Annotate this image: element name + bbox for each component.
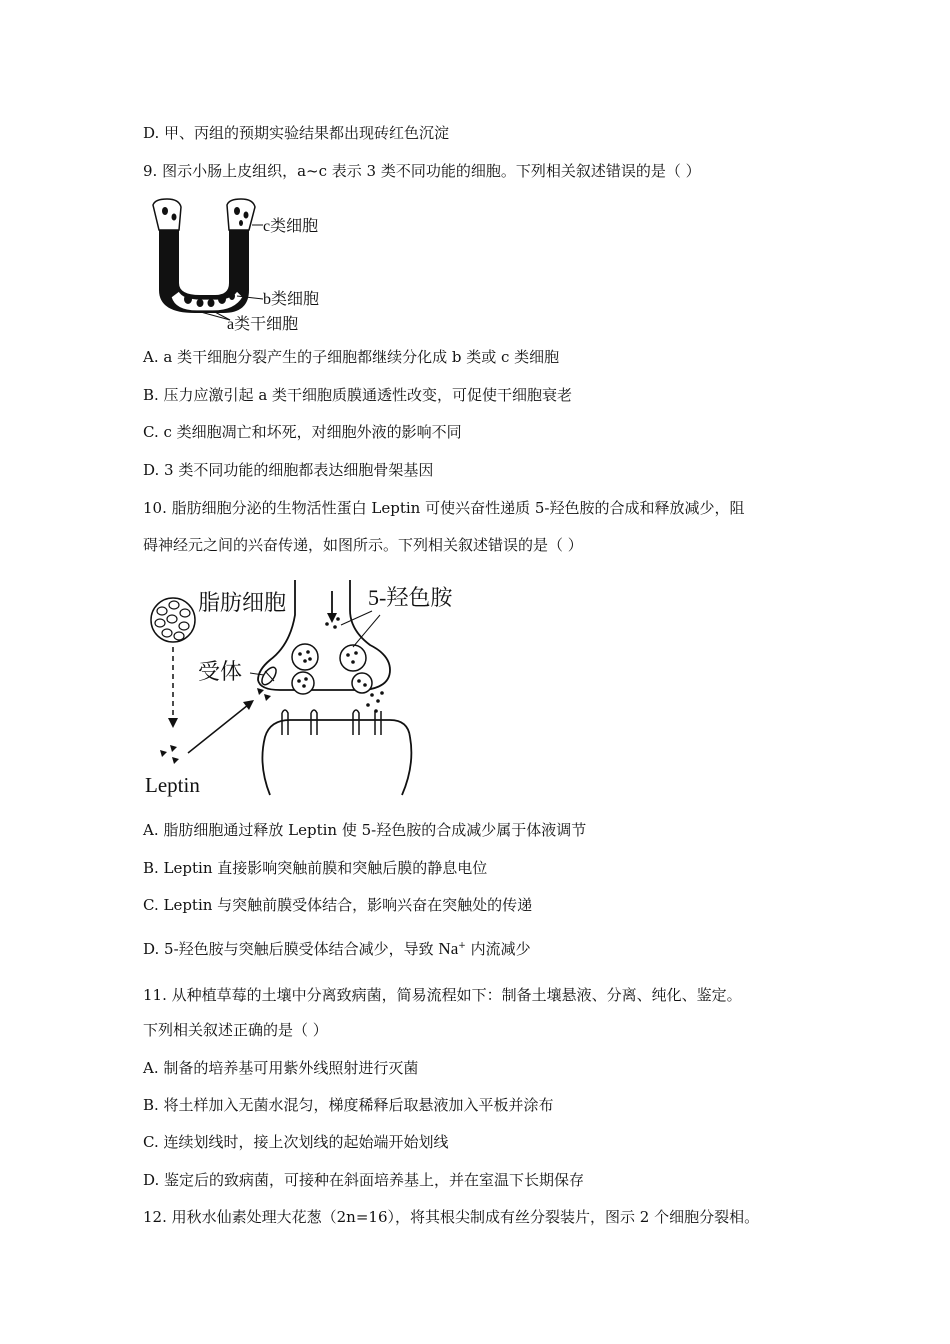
q11-stem-line2: 下列相关叙述正确的是（ ） <box>143 1021 328 1039</box>
fat-cell-icon <box>151 598 195 642</box>
q11-option-b: B. 将土样加入无菌水混匀，梯度稀释后取悬液加入平板并涂布 <box>143 1096 554 1114</box>
sodium-ion: Na <box>438 939 459 958</box>
label-receptor: 受体 <box>198 659 243 684</box>
q10-stem-line1: 10. 脂肪细胞分泌的生物活性蛋白 Leptin 可使兴奋性递质 5-羟色胺的合成和释放减少，阻 <box>143 499 745 517</box>
q10-option-c: C. Leptin 与突触前膜受体结合，影响兴奋在突触处的传递 <box>143 896 533 914</box>
q9-option-d: D. 3 类不同功能的细胞都表达细胞骨架基因 <box>143 461 434 479</box>
label-a-stem-cell: a类干细胞 <box>227 316 299 333</box>
q11-option-a: A. 制备的培养基可用紫外线照射进行灭菌 <box>143 1059 419 1077</box>
q9-option-b: B. 压力应激引起 a 类干细胞质膜通透性改变，可促使干细胞衰老 <box>143 386 573 404</box>
q9-option-a: A. a 类干细胞分裂产生的子细胞都继续分化成 b 类或 c 类细胞 <box>143 348 560 366</box>
q10-option-a: A. 脂肪细胞通过释放 Leptin 使 5-羟色胺的合成减少属于体液调节 <box>143 821 587 839</box>
q10-stem-line2: 碍神经元之间的兴奋传递，如图所示。下列相关叙述错误的是（ ） <box>143 536 583 554</box>
q10-option-d <box>143 939 531 959</box>
label-serotonin: 5-羟色胺 <box>368 585 453 610</box>
q9-option-c: C. c 类细胞凋亡和坏死，对细胞外液的影响不同 <box>143 423 462 441</box>
q8-option-d: D. 甲、丙组的预期实验结果都出现砖红色沉淀 <box>143 124 450 142</box>
q10-option-b: B. Leptin 直接影响突触前膜和突触后膜的静息电位 <box>143 859 488 877</box>
ion-charge: + <box>458 941 466 951</box>
q9-intestine-figure <box>145 195 345 340</box>
q11-option-d: D. 鉴定后的致病菌，可接种在斜面培养基上，并在室温下长期保存 <box>143 1171 585 1189</box>
q12-stem: 12. 用秋水仙素处理大花葱（2n=16），将其根尖制成有丝分裂装片，图示 2 个细胞分裂相。 <box>143 1208 760 1226</box>
q10-option-d-prefix: D. 5-羟色胺与突触后膜受体结合减少，导致 <box>143 940 439 958</box>
q10-synapse-figure <box>140 575 460 805</box>
label-leptin: Leptin <box>145 773 200 797</box>
label-b-cell: b类细胞 <box>263 291 320 308</box>
q10-option-d-suffix: 内流减少 <box>465 940 531 958</box>
label-c-cell: c类细胞 <box>263 218 319 235</box>
label-fat-cell: 脂肪细胞 <box>198 590 287 615</box>
q11-option-c: C. 连续划线时，接上次划线的起始端开始划线 <box>143 1133 449 1151</box>
q11-stem-line1: 11. 从种植草莓的土壤中分离致病菌，简易流程如下：制备土壤悬液、分离、纯化、鉴定。 <box>143 986 742 1004</box>
q9-stem: 9. 图示小肠上皮组织，a~c 表示 3 类不同功能的细胞。下列相关叙述错误的是（ ） <box>143 162 701 180</box>
